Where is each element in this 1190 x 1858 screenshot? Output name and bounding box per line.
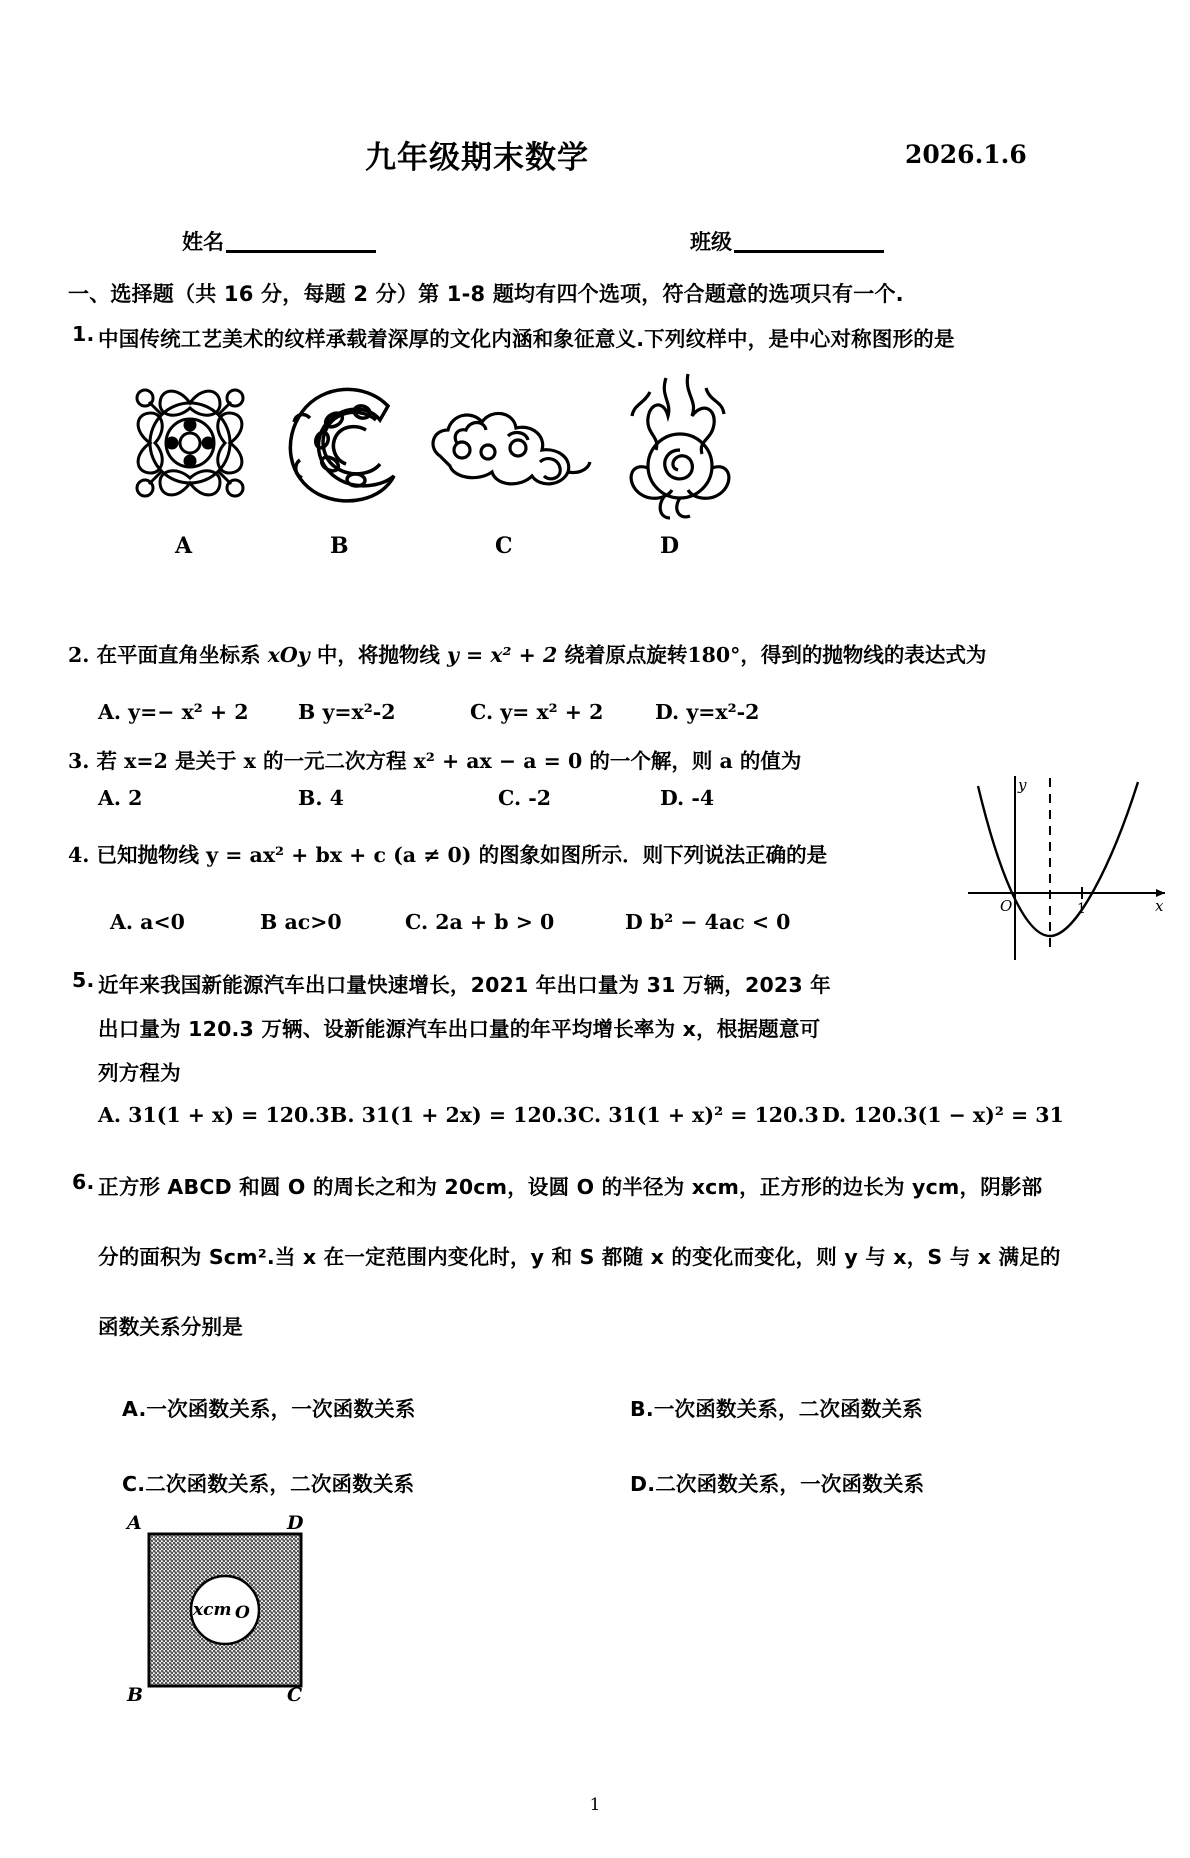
question-6-option-b[interactable]: B.一次函数关系，二次函数关系 xyxy=(630,1397,923,1421)
question-5-line-3: 列方程为 xyxy=(98,1061,181,1085)
parabola-graph xyxy=(960,768,1175,978)
vertex-label-d: D xyxy=(287,1512,304,1534)
flame-pearl-pattern xyxy=(610,358,760,508)
section-heading: 一、选择题（共 16 分，每题 2 分）第 1-8 题均有四个选项，符合题意的选项只有一个. xyxy=(68,282,904,306)
student-class-field[interactable] xyxy=(690,226,884,256)
lotus-medallion-pattern xyxy=(115,368,265,518)
question-3-option-c[interactable]: C. -2 xyxy=(498,786,552,810)
question-2-text-p2: 中，将抛物线 xyxy=(309,643,447,667)
question-6-option-d[interactable]: D.二次函数关系，一次函数关系 xyxy=(630,1472,925,1496)
question-4-option-d[interactable]: D b² − 4ac < 0 xyxy=(625,910,791,934)
question-6-option-a[interactable]: A.一次函数关系，一次函数关系 xyxy=(122,1397,416,1421)
question-5-option-b[interactable]: B. 31(1 + 2x) = 120.3 xyxy=(330,1103,578,1127)
question-2-option-d[interactable]: D. y=x²-2 xyxy=(655,700,760,724)
question-2-xoy: xOy xyxy=(267,643,310,667)
question-2-line xyxy=(68,638,986,668)
student-class-label: 班级 xyxy=(690,230,732,254)
student-name-field[interactable] xyxy=(182,226,376,256)
question-3-line xyxy=(68,744,801,774)
question-4-text: 已知抛物线 y = ax² + bx + c (a ≠ 0) 的图象如图所示．则下列说法正确的是 xyxy=(96,843,828,867)
square-with-inscribed-circle xyxy=(127,1512,335,1710)
question-1-text: 中国传统工艺美术的纹样承载着深厚的文化内涵和象征意义.下列纹样中，是中心对称图形的是 xyxy=(98,327,955,351)
question-4-option-a[interactable]: A. a<0 xyxy=(110,910,185,934)
question-4-option-b[interactable]: B ac>0 xyxy=(260,910,342,934)
question-2-equation: y = x² + 2 xyxy=(446,643,558,667)
radius-label: xcm xyxy=(193,1600,232,1620)
question-6-line-2: 分的面积为 Scm².当 x 在一定范围内变化时，y 和 S 都随 x 的变化而变化，则 y 与 x，S 与 x 满足的 xyxy=(98,1245,1061,1269)
document-header xyxy=(0,132,1190,184)
question-6-number: 6. xyxy=(72,1170,95,1194)
question-5-line-2: 出口量为 120.3 万辆、设新能源汽车出口量的年平均增长率为 x，根据题意可 xyxy=(98,1017,821,1041)
question-4-number: 4. xyxy=(68,843,90,867)
figure-label-b: B xyxy=(330,533,349,559)
student-name-label: 姓名 xyxy=(182,230,224,254)
graph-tick-label: 1 xyxy=(1077,901,1086,917)
question-4-option-c[interactable]: C. 2a + b > 0 xyxy=(405,910,555,934)
ruyi-cloud-scroll-pattern xyxy=(270,368,420,518)
question-2-option-a[interactable]: A. y=− x² + 2 xyxy=(98,700,249,724)
question-3-option-b[interactable]: B. 4 xyxy=(298,786,344,810)
question-1-figures xyxy=(90,368,790,559)
question-6-line-3: 函数关系分别是 xyxy=(98,1315,243,1339)
figure-label-a: A xyxy=(175,533,193,559)
question-5-number: 5. xyxy=(72,968,95,992)
vertex-label-a: A xyxy=(127,1512,142,1534)
exam-date: 2026.1.6 xyxy=(905,140,1027,169)
page-number: 1 xyxy=(589,1795,601,1815)
question-3-text: 若 x=2 是关于 x 的一元二次方程 x² + ax − a = 0 的一个解，则 a 的值为 xyxy=(96,749,802,773)
page-title: 九年级期末数学 xyxy=(365,140,589,176)
student-info-row xyxy=(0,226,1190,260)
question-4-line xyxy=(68,838,827,868)
circle-center-label: O xyxy=(235,1603,250,1623)
student-class-blank[interactable] xyxy=(734,250,884,253)
student-name-blank[interactable] xyxy=(226,250,376,253)
question-5-option-c[interactable]: C. 31(1 + x)² = 120.3 xyxy=(578,1103,819,1127)
question-5-option-d[interactable]: D. 120.3(1 − x)² = 31 xyxy=(822,1103,1064,1127)
figure-label-d: D xyxy=(660,533,680,559)
vertex-label-b: B xyxy=(127,1684,144,1706)
question-2-option-b[interactable]: B y=x²-2 xyxy=(298,700,396,724)
question-5-line-1: 近年来我国新能源汽车出口量快速增长，2021 年出口量为 31 万辆，2023 年 xyxy=(98,973,831,997)
question-6-line-1: 正方形 ABCD 和圆 O 的周长之和为 20cm，设圆 O 的半径为 xcm，正方形的边长为 ycm，阴影部 xyxy=(98,1175,1043,1199)
question-2-option-c[interactable]: C. y= x² + 2 xyxy=(470,700,604,724)
figure-label-c: C xyxy=(495,533,513,559)
question-1-number: 1. xyxy=(72,322,95,346)
question-5-option-a[interactable]: A. 31(1 + x) = 120.3 xyxy=(98,1103,330,1127)
question-3-number: 3. xyxy=(68,749,90,773)
question-6-option-c[interactable]: C.二次函数关系，二次函数关系 xyxy=(122,1472,415,1496)
question-2-text-p1: 在平面直角坐标系 xyxy=(96,643,268,667)
auspicious-cloud-pattern xyxy=(422,378,572,528)
graph-origin-label: O xyxy=(1000,897,1013,915)
graph-x-label: x xyxy=(1155,897,1164,915)
question-3-option-d[interactable]: D. -4 xyxy=(660,786,715,810)
graph-y-label: y xyxy=(1018,776,1027,794)
question-3-option-a[interactable]: A. 2 xyxy=(98,786,143,810)
question-2-number: 2. xyxy=(68,643,90,667)
vertex-label-c: C xyxy=(287,1684,303,1706)
question-2-text-p3: 绕着原点旋转180°，得到的抛物线的表达式为 xyxy=(557,643,987,667)
